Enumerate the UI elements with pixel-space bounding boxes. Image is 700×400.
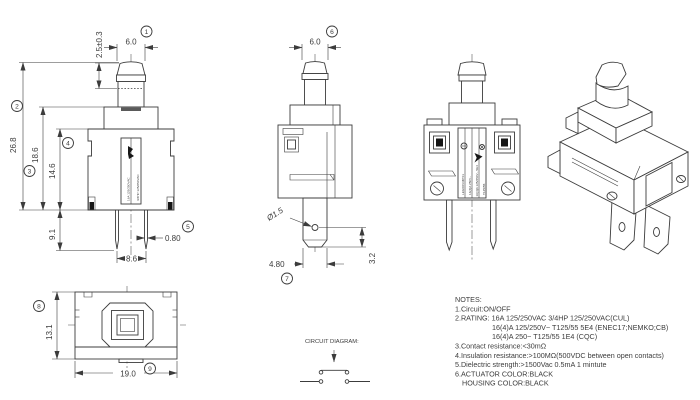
svg-text:6.0: 6.0: [309, 37, 321, 47]
note-line: 2.RATING: 16A 125/250VAC 3/4HP 125/250VAC(CUL): [455, 313, 630, 323]
top-bottom-tab: [119, 359, 143, 363]
svg-text:19.0: 19.0: [120, 369, 136, 379]
side-actuator-cap: [303, 62, 327, 74]
side-view: [264, 26, 377, 284]
notes-block: [455, 295, 668, 388]
circuit-diagram-title: CIRCUIT DIAGRAM:: [305, 339, 359, 345]
dim-terminal-pitch: [117, 251, 146, 264]
front-actuator-shaft: [118, 82, 144, 108]
svg-text:14.6: 14.6: [48, 163, 57, 179]
svg-text:3: 3: [27, 168, 32, 176]
dim-top-depth: [34, 292, 76, 359]
front-foot-left-dark: [90, 202, 95, 210]
svg-text:9: 9: [148, 366, 152, 373]
svg-text:1: 1: [144, 29, 149, 36]
dim-terminal-length: [48, 210, 114, 251]
iso-blade-right: [644, 205, 670, 254]
front-actuator-cap: [117, 62, 145, 75]
dim-top-width: [75, 361, 177, 379]
circuit-contact-dot: [345, 371, 349, 375]
svg-text:4: 4: [66, 140, 70, 148]
svg-text:8.6: 8.6: [125, 254, 138, 264]
front-actuator-collar: [117, 75, 146, 82]
back-flange: [449, 103, 495, 125]
note-line: 5.Dielectric strength:>1500Vac 0.5mA 1 mintute: [455, 360, 607, 370]
svg-text:2.5±0.3: 2.5±0.3: [95, 31, 104, 58]
side-actuator-collar: [302, 74, 328, 80]
back-actuator-shaft: [462, 81, 483, 103]
notes-title: NOTES:: [455, 295, 482, 304]
side-actuator-shaft: [305, 80, 326, 106]
side-flange: [290, 105, 340, 125]
front-foot-right-dark: [168, 202, 173, 210]
svg-text:2: 2: [15, 103, 19, 111]
note-line: HOUSING COLOR:BLACK: [462, 378, 549, 388]
svg-text:8: 8: [37, 303, 41, 311]
svg-text:9.1: 9.1: [48, 228, 57, 240]
back-label-text-4: T125/55: [481, 183, 486, 195]
circuit-diagram: [300, 339, 370, 383]
back-view: [424, 54, 520, 260]
front-terminal-left: [116, 210, 119, 249]
back-actuator-collar: [459, 75, 485, 81]
circuit-terminal-dot: [345, 380, 349, 384]
top-housing-outline: [75, 292, 177, 359]
back-label-text-2: 16(4)A 250V~: [467, 175, 472, 195]
dim-actuator-travel: [95, 31, 119, 89]
svg-text:0.80: 0.80: [165, 234, 181, 243]
back-terminal-pin-right: [491, 200, 497, 249]
side-housing: [278, 125, 352, 198]
back-actuator-cap: [458, 62, 486, 75]
note-line: 16(4)A 125/250V~ T125/55 5E4 (ENEC17;NEMKO;CB): [492, 322, 669, 332]
back-label-text-3: 16(4)A 125/250V~ 5E4: [474, 165, 479, 197]
svg-text:Ø1.5: Ø1.5: [265, 205, 285, 223]
back-terminal-left-dark: [436, 139, 443, 147]
iso-side-tab: [548, 150, 560, 174]
front-rating-text-1: 16A 125/250VAC: [126, 177, 131, 201]
svg-text:13.1: 13.1: [45, 324, 54, 340]
front-view: [9, 26, 194, 264]
svg-text:3.2: 3.2: [368, 252, 377, 264]
iso-upper-tab: [566, 112, 578, 134]
note-line: 4.Insulation resistance:>100MΩ(500VDC between open contacts): [455, 350, 664, 360]
circuit-terminal-dot: [319, 380, 323, 384]
svg-text:18.6: 18.6: [31, 147, 40, 163]
dim-plunger-tip-height: [319, 228, 377, 265]
back-terminal-right-dark: [501, 139, 508, 147]
back-ear-left: [427, 119, 442, 125]
top-view: [34, 286, 187, 379]
note-line: 1.Circuit:ON/OFF: [455, 304, 511, 314]
svg-text:26.8: 26.8: [9, 137, 18, 153]
note-line: 16(4)A 250~ T125/55 1E4 (CQC): [492, 332, 598, 342]
note-line: 6.ACTUATOR COLOR:BLACK: [455, 369, 553, 379]
back-ear-right: [502, 119, 517, 125]
svg-text:6.0: 6.0: [125, 37, 137, 47]
back-label-text-1: LEGION MPS1: [460, 174, 465, 195]
svg-text:6: 6: [330, 29, 334, 36]
svg-text:4.80: 4.80: [269, 260, 285, 269]
front-terminal-right: [145, 210, 148, 249]
dim-body-height: [48, 129, 88, 210]
dim-plunger-width: [269, 248, 344, 284]
svg-text:7: 7: [285, 276, 289, 283]
back-terminal-pin-left: [447, 200, 453, 250]
iso-actuator-cap: [596, 62, 626, 87]
side-plunger: [303, 198, 327, 247]
front-rating-text-2: 3/4HP 125/250VAC: [136, 174, 141, 201]
isometric-view: [548, 62, 688, 254]
note-line: 3.Contact resistance:<30mΩ: [455, 341, 547, 351]
circuit-contact-dot: [319, 371, 323, 375]
front-flange-shadow: [121, 108, 141, 111]
svg-text:5: 5: [186, 224, 190, 231]
